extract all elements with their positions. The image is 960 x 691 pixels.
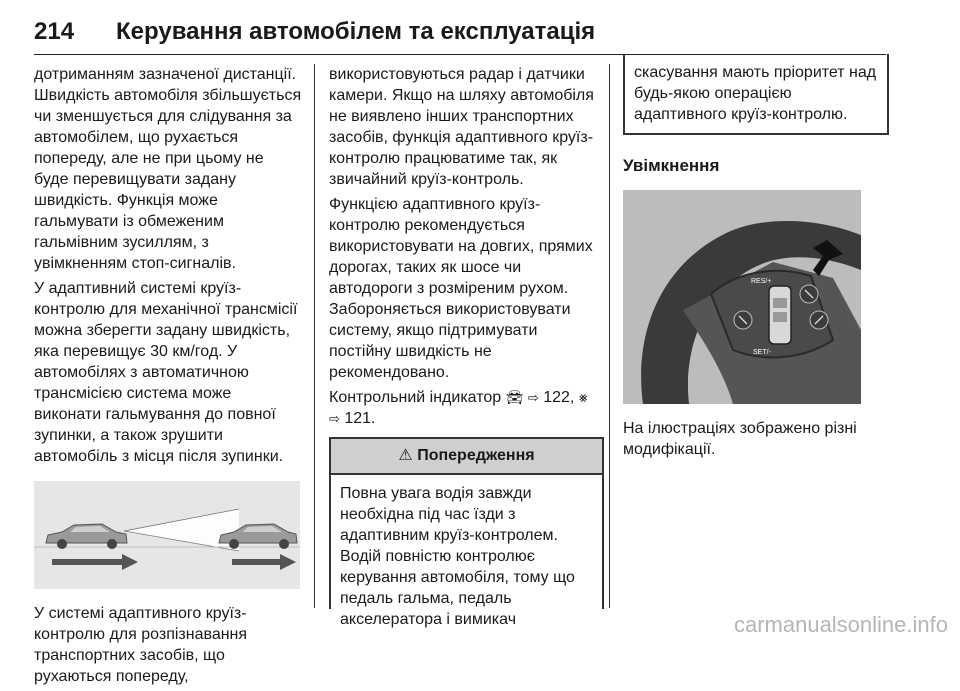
reference-arrow-icon: ⇨: [329, 411, 340, 426]
warning-title: Попередження: [417, 447, 535, 464]
radar-illustration: [34, 481, 300, 589]
reference-arrow-icon: ⇨: [527, 390, 539, 405]
paragraph: У системі адаптивного круїз-контролю для розпізнавання транспортних засобів, що рухаються попереду,: [34, 605, 248, 685]
warning-box: [329, 437, 604, 628]
page-header: [34, 18, 886, 55]
warning-title-bar: [331, 439, 602, 475]
column-divider: [314, 64, 315, 608]
section-heading: Увімкнення: [623, 156, 720, 175]
column-left: [34, 64, 302, 691]
page-number: 214: [34, 18, 75, 45]
warning-triangle-icon: ⚠: [398, 447, 413, 464]
cruise-speedometer-icon: ⨳: [578, 389, 588, 405]
paragraph: дотриманням зазначеної дистанції. Швидкість автомобіля збільшується чи зменшується для слідування за автомобілем, що рухається попереду, але не при цьому не буде перевищувати задану швидкість. Функція може гальмувати із обмеженим гальмівним зусиллям, з увімкненням стоп-сигналів.: [34, 66, 302, 272]
paragraph: Функцією адаптивного круїз-контролю рекомендується використовувати на довгих, прямих дорогах, таких як шосе чи автодороги з розміреним рухом. Забороняється використовувати систему, якщо підтримувати постійну швидкість не рекомендовано.: [329, 196, 593, 381]
column-divider: [609, 64, 610, 608]
paragraph: використовуються радар і датчики камери. Якщо на шляху автомобіля не виявлено інших транспортних засобів, функція адаптивного круїз-контролю працюватиме так, як звичайний круїз-контроль.: [329, 66, 594, 188]
column-right: [623, 60, 889, 464]
indicator-paragraph: [329, 387, 604, 429]
warning-text-continued: скасування мають пріоритет над будь-якою операцією адаптивного круїз-контролю.: [634, 64, 877, 123]
watermark: carmanualsonline.info: [733, 612, 948, 637]
column-middle: [329, 64, 604, 628]
set-label: SET/-: [753, 349, 771, 356]
steering-wheel-illustration: [623, 190, 861, 404]
warning-box-continued: [623, 54, 889, 135]
page-reference[interactable]: 121.: [344, 410, 376, 427]
page-reference[interactable]: 122,: [543, 389, 575, 406]
car-icon: 🚘︎: [505, 389, 524, 405]
page-title: Керування автомобілем та експлуатація: [116, 18, 596, 45]
paragraph: У адаптивний системі круїз-контролю для механічної трансмісії можна зберегти задану швидкість, яка перевищує 30 км/год. У автомобілях з автоматичною трансмісією система може виконати гальмування до повної зупинки, а також зрушити автомобіль з місця після зупинки.: [34, 280, 298, 465]
figure-caption: На ілюстраціях зображено різні модифікації.: [623, 420, 857, 458]
res-label: RES/+: [751, 278, 772, 285]
indicator-label: Контрольний індикатор: [329, 389, 502, 406]
warning-text: Повна увага водія завжди необхідна під час їзди з адаптивним круїз-контролем. Водій повністю контролює керування автомобіля, тому що педаль гальма, педаль акселератора і вимикач: [340, 485, 575, 628]
